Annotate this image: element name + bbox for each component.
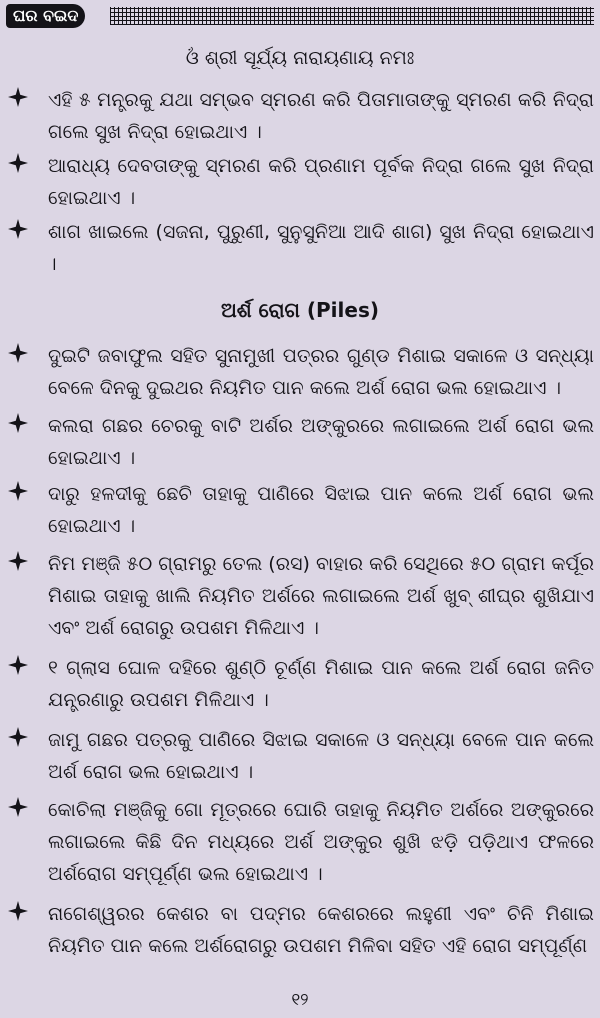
header-grid-pattern bbox=[110, 7, 594, 25]
four-point-star-icon bbox=[8, 551, 28, 571]
invocation-heading: ଓଁ ଶ୍ରୀ ସୂର୍ଯ୍ୟ ନାରାୟଣାୟ ନମଃ bbox=[185, 47, 415, 69]
page-number: ୧୨ bbox=[291, 990, 309, 1010]
four-point-star-icon bbox=[8, 413, 28, 433]
four-point-star-icon bbox=[8, 153, 28, 173]
piles-remedy-text: କଲରା ଗଛର ଚେରକୁ ବାଟି ଅର୍ଶର ଅଙ୍କୁରରେ ଲଗାଇଲେ ଅର୍ଶ ରୋଗ ଭଲ ହୋଇଥାଏ । bbox=[48, 415, 594, 469]
four-point-star-icon bbox=[8, 219, 28, 239]
piles-heading: ଅର୍ଶ ରୋଗ (Piles) bbox=[221, 298, 379, 322]
piles-remedy-text: ନିମ ମଞ୍ଜି ୫୦ ଗ୍ରାମରୁ ତେଲ (ରସ) ବାହାର କରି ସେଥିରେ ୫୦ ଗ୍ରାମ କର୍ପୂର ମିଶାଇ ତାହାକୁ ଖାଲି ନିୟମିତ ଅର୍ଶରେ ଲଗାଇଲେ ଅର୍ଶ ଖୁବ୍ ଶୀଘ୍ର ଶୁଖିଯାଏ ଏବଂ ଅର୍ଶ ରୋଗରୁ ଉପଶମ ମିଳିଥାଏ । bbox=[48, 553, 594, 639]
section-label: ଘର ବଇଦ bbox=[6, 4, 85, 28]
piles-remedy-text: କୋଚିଲା ମଞ୍ଜିକୁ ଗୋ ମୂତ୍ରରେ ଘୋରି ତାହାକୁ ନିୟମିତ ଅର୍ଶରେ ଅଙ୍କୁରରେ ଲଗାଇଲେ କିଛି ଦିନ ମଧ୍ୟରେ ଅର୍ଶ ଅଙ୍କୁର ଶୁଖି ଝଡ଼ି ପଡ଼ିଥାଏ ଫଳରେ ଅର୍ଶରୋଗ ସମ୍ପୂର୍ଣ୍ଣ ଭଲ ହୋଇଥାଏ । bbox=[48, 799, 594, 885]
section-header bbox=[6, 4, 594, 28]
sleep-tip-text: ଏହି ୫ ମନ୍ତ୍ରକୁ ଯଥା ସମ୍ଭବ ସ୍ମରଣ କରି ପିତାମାତାଙ୍କୁ ସ୍ମରଣ କରି ନିଦ୍ରା ଗଲେ ସୁଖ ନିଦ୍ରା ହୋଇଥାଏ । bbox=[48, 89, 594, 143]
piles-remedy-text: ଦାରୁ ହଳଦୀକୁ ଛେଚି ତାହାକୁ ପାଣିରେ ସିଝାଇ ପାନ କଲେ ଅର୍ଶ ରୋଗ ଭଲ ହୋଇଥାଏ । bbox=[48, 483, 594, 537]
sleep-tip-text: ଶାଗ ଖାଇଲେ (ସଜନା, ପୁରୁଣୀ, ସୁନୁସୁନିଆ ଆଦି ଶାଗ) ସୁଖ ନିଦ୍ରା ହୋଇଥାଏ । bbox=[48, 221, 594, 275]
four-point-star-icon bbox=[8, 343, 28, 363]
sleep-tip-text: ଆରାଧ୍ୟ ଦେବତାଙ୍କୁ ସ୍ମରଣ କରି ପ୍ରଣାମ ପୂର୍ବକ ନିଦ୍ରା ଗଲେ ସୁଖ ନିଦ୍ରା ହୋଇଥାଏ । bbox=[48, 155, 594, 209]
four-point-star-icon bbox=[8, 901, 28, 921]
four-point-star-icon bbox=[8, 797, 28, 817]
four-point-star-icon bbox=[8, 481, 28, 501]
four-point-star-icon bbox=[8, 655, 28, 675]
four-point-star-icon bbox=[8, 727, 28, 747]
piles-remedy-text: ନାଗେଶ୍ୱରର କେଶର ବା ପଦ୍ମର କେଶରରେ ଲହୁଣୀ ଏବଂ ଚିନି ମିଶାଇ ନିୟମିତ ପାନ କଲେ ଅର୍ଶରୋଗରୁ ଉପଶମ ମିଳିବା ସହିତ ଏହି ରୋଗ ସମ୍ପୂର୍ଣ୍ଣ bbox=[48, 903, 594, 957]
piles-remedy-text: ଜାମୁ ଗଛର ପତ୍ରକୁ ପାଣିରେ ସିଝାଇ ସକାଳେ ଓ ସନ୍ଧ୍ୟା ବେଳେ ପାନ କଲେ ଅର୍ଶ ରୋଗ ଭଲ ହୋଇଥାଏ । bbox=[48, 729, 594, 783]
piles-remedy-text: ଦୁଇଟି ଜବାଫୁଲ ସହିତ ସୁନାମୁଖୀ ପତ୍ରର ଗୁଣ୍ଡ ମିଶାଇ ସକାଳେ ଓ ସନ୍ଧ୍ୟା ବେଳେ ଦିନକୁ ଦୁଇଥର ନିୟମିତ ପାନ କଲେ ଅର୍ଶ ରୋଗ ଭଲ ହୋଇଥାଏ । bbox=[48, 345, 594, 399]
four-point-star-icon bbox=[8, 87, 28, 107]
piles-remedy-text: ୧ ଗ୍ଲାସ ଘୋଳ ଦହିରେ ଶୁଣ୍ଠି ଚୂର୍ଣ୍ଣ ମିଶାଇ ପାନ କଲେ ଅର୍ଶ ରୋଗ ଜନିତ ଯନ୍ତ୍ରଣାରୁ ଉପଶମ ମିଳିଥାଏ । bbox=[48, 657, 594, 711]
